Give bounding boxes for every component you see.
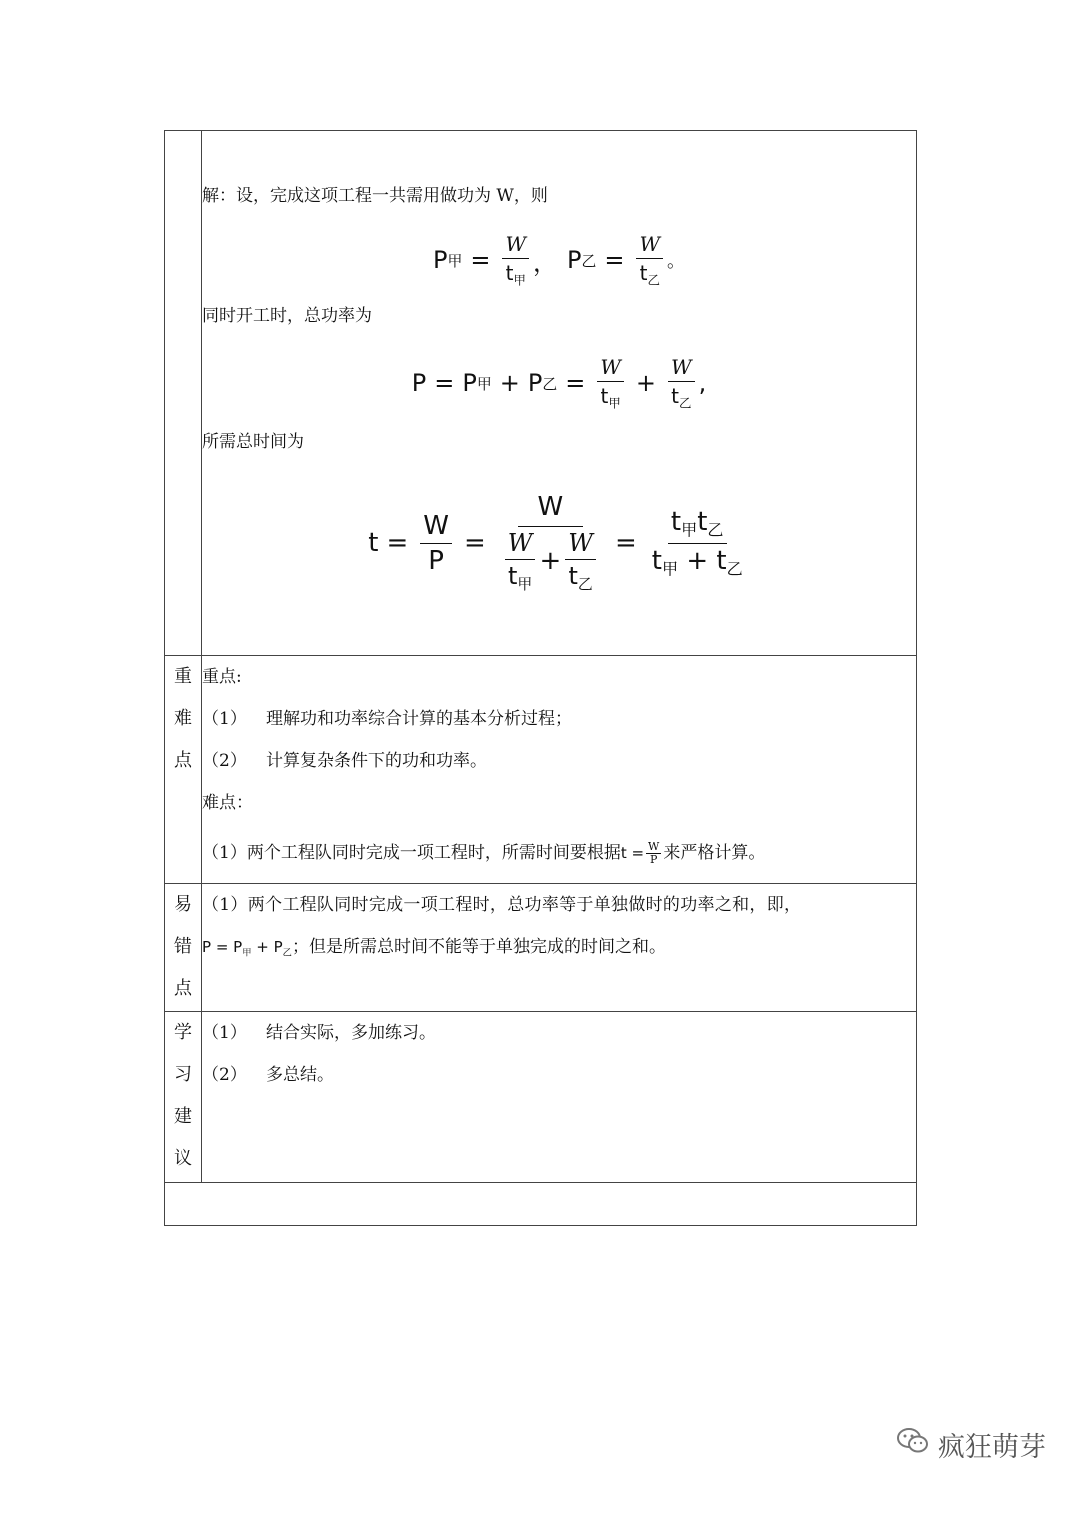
study-advice-content: [202, 1012, 917, 1183]
item-number: （1）: [202, 1023, 247, 1043]
comma: ,: [698, 369, 707, 397]
key-point-item: [202, 740, 916, 782]
solution-line-total-power: 同时开工时，总功率为: [202, 306, 372, 326]
solution-content: [202, 131, 917, 656]
item-text: 理解功和功率综合计算的基本分析过程；: [266, 709, 572, 729]
equals-sign: =: [386, 528, 409, 558]
numerator-w: W: [518, 492, 584, 527]
denominator-sum: [498, 527, 603, 594]
numerator: W: [668, 355, 695, 382]
sub-yi: 乙: [726, 559, 743, 579]
denominator: P: [650, 853, 658, 866]
numerator: W: [597, 355, 624, 382]
denominator: t: [507, 561, 518, 590]
sub-jia: 甲: [681, 520, 698, 540]
item-number: （2）: [202, 751, 247, 771]
label-char: 议: [174, 1148, 192, 1169]
key-points-heading: 重点:: [202, 667, 242, 687]
fraction-w-over-tjia: [502, 232, 529, 288]
numerator: W: [636, 232, 663, 259]
label-char: 学: [174, 1022, 192, 1043]
difficulty-heading: 难点：: [202, 793, 253, 813]
advice-item: [202, 1012, 916, 1054]
item-text: 计算复杂条件下的功和功率。: [266, 751, 487, 771]
denominator: t: [671, 383, 679, 408]
p-symbol: P: [567, 246, 582, 274]
label-char: 错: [174, 936, 192, 957]
difficulty-item: [202, 824, 916, 882]
fraction-product-over-sum: [649, 507, 746, 579]
error-prone-suffix: ；但是所需总时间不能等于单独完成的时间之和。: [291, 937, 666, 957]
numerator: W: [502, 232, 529, 259]
period: 。: [667, 251, 686, 272]
fraction-w-over-tyi: [668, 355, 695, 411]
label-char: 点: [174, 750, 192, 771]
wechat-icon: [896, 1426, 930, 1463]
sub-yi: 乙: [542, 374, 558, 393]
denominator: t: [505, 260, 514, 285]
time-equation: [202, 473, 916, 613]
sub-jia: 甲: [476, 374, 492, 393]
p-yi: P: [527, 369, 543, 397]
sub-yi: 乙: [707, 520, 724, 540]
sub-jia: 甲: [517, 575, 533, 594]
numerator-w: W: [420, 511, 452, 544]
t-symbol: t: [368, 528, 379, 558]
solution-row: [165, 131, 917, 656]
sub-jia: 甲: [608, 395, 621, 411]
study-advice-row: [165, 1012, 917, 1183]
error-prone-label-cell: [165, 884, 202, 1012]
sub-yi: 乙: [679, 395, 692, 411]
empty-cell: [165, 1183, 917, 1226]
formula-lhs: t =: [620, 844, 645, 862]
denominator-sum: $t_甲 + t_乙$: [651, 545, 743, 579]
equals-sign: =: [434, 369, 455, 397]
p-jia: P: [462, 369, 477, 397]
fraction-w-over-tjia: [505, 529, 536, 594]
plus-sign: +: [635, 369, 656, 397]
denominator-p: P: [428, 545, 444, 576]
p-symbol: P: [432, 246, 448, 274]
p-total: P: [411, 369, 427, 397]
advice-item: [202, 1054, 916, 1096]
watermark: [896, 1425, 1046, 1464]
fraction-w-over-tjia: [597, 355, 624, 411]
plus-sign: +: [499, 369, 520, 397]
label-char: 易: [174, 894, 192, 915]
sub-yi: 乙: [577, 575, 593, 594]
error-prone-row: [165, 884, 917, 1012]
solution-intro: 解：设，完成这项工程一共需用做功为 W，则: [202, 186, 548, 206]
label-char: 重: [174, 666, 192, 687]
sub-jia: 甲: [242, 947, 252, 959]
item-text: 多总结。: [266, 1065, 334, 1085]
label-char: 建: [174, 1106, 192, 1127]
item-number: （1）: [202, 709, 247, 729]
difficulty-prefix: （1）两个工程队同时完成一项工程时，所需时间要根据: [202, 843, 621, 863]
error-prone-line: [202, 926, 916, 968]
denominator: t: [600, 383, 609, 408]
label-char: 习: [174, 1064, 192, 1085]
formula-power-sum: $P = P_甲 + P_乙$: [202, 938, 292, 959]
denominator: t: [568, 561, 578, 590]
sub-yi: 乙: [647, 272, 660, 288]
error-prone-line: （1）两个工程队同时完成一项工程时，总功率等于单独做时的功率之和，即，: [202, 895, 802, 915]
item-number: （2）: [202, 1065, 247, 1085]
key-points-label-cell: [165, 656, 202, 884]
error-prone-content: [202, 884, 917, 1012]
study-advice-label-cell: [165, 1012, 202, 1183]
sub-jia: 甲: [447, 251, 463, 270]
key-point-item: [202, 698, 916, 740]
fraction-w-over-p: [420, 511, 452, 576]
watermark-text: 疯狂萌芽: [938, 1432, 1046, 1463]
equals-sign: =: [464, 528, 486, 558]
numerator: W: [648, 840, 660, 853]
separator: ，: [533, 248, 557, 277]
label-char: 难: [174, 708, 192, 729]
solution-label-cell: [165, 131, 202, 656]
plus-sign: +: [539, 546, 562, 577]
sub-yi: 乙: [282, 947, 292, 959]
lesson-table: [164, 130, 917, 1226]
formula-fraction: [646, 841, 661, 866]
key-points-row: [165, 656, 917, 884]
key-points-content: [202, 656, 917, 884]
numerator: W: [565, 529, 596, 560]
empty-row: [165, 1183, 917, 1226]
difficulty-suffix: 来严格计算。: [663, 843, 766, 863]
fraction-w-over-sum: [498, 492, 603, 594]
fraction-w-over-tyi: [636, 232, 663, 288]
equals-sign: =: [604, 246, 625, 274]
numerator-product: $t_甲t_乙$: [668, 507, 727, 544]
sub-yi: 乙: [581, 251, 597, 270]
power-equation-total: [202, 345, 916, 421]
solution-line-total-time: 所需总时间为: [202, 432, 304, 452]
equals-sign: =: [470, 246, 491, 274]
sub-jia: 甲: [661, 559, 679, 579]
equals-sign: =: [614, 528, 637, 558]
item-text: 结合实际，多加练习。: [266, 1023, 436, 1043]
power-equation-each: [202, 225, 916, 295]
fraction-w-over-tyi: [565, 529, 596, 594]
label-char: 点: [174, 978, 192, 999]
numerator: W: [505, 529, 536, 560]
equals-sign: =: [565, 369, 586, 397]
sub-jia: 甲: [513, 272, 526, 288]
denominator: t: [639, 260, 648, 285]
